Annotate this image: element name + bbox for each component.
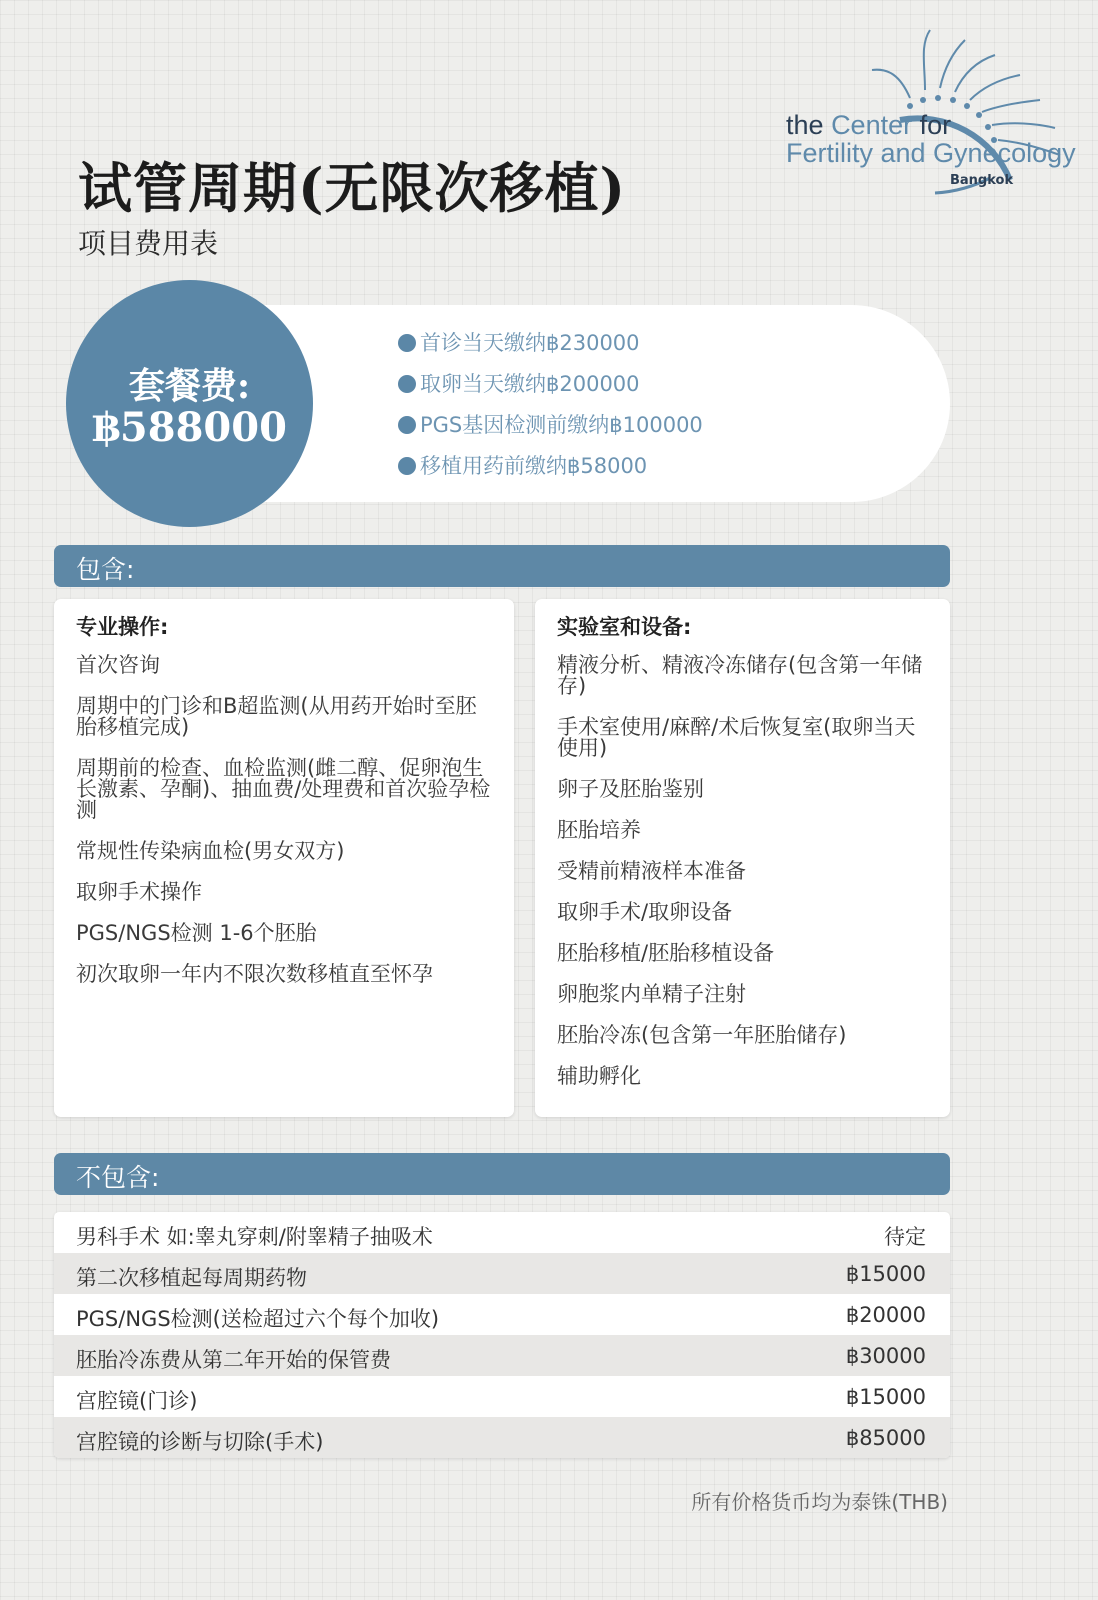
bullet-dot-icon [398, 334, 416, 352]
package-amount: ฿588000 [92, 404, 287, 451]
logo-line-3: Bangkok [950, 173, 1014, 188]
list-item: PGS/NGS检测 1-6个胚胎 [76, 921, 317, 945]
payment-item: 移植用药前缴纳฿58000 [398, 451, 703, 492]
page-title: 试管周期(无限次移植) [78, 156, 627, 220]
table-row [54, 1253, 950, 1294]
lab-heading: 实验室和设备: [557, 615, 692, 639]
fee-price: ฿15000 [845, 1262, 926, 1286]
list-item: 取卵手术操作 [76, 880, 202, 904]
payment-schedule-list [398, 328, 703, 492]
table-row [54, 1376, 950, 1417]
payment-item: 首诊当天缴纳฿230000 [398, 328, 703, 369]
fee-name: PGS/NGS检测(送检超过六个每个加收) [76, 1307, 440, 1331]
procedures-card [54, 599, 514, 1117]
page-subtitle: 项目费用表 [78, 227, 219, 260]
fee-name: 宫腔镜的诊断与切除(手术) [76, 1430, 324, 1454]
excluded-title: 不包含: [76, 1163, 160, 1192]
package-price-badge [66, 280, 313, 527]
list-item: 首次咨询 [76, 653, 160, 677]
fee-name: 男科手术 如:睾丸穿刺/附睾精子抽吸术 [76, 1225, 433, 1249]
logo-line-1: the Center for [786, 110, 952, 140]
table-row [54, 1417, 950, 1458]
lab-equipment-card [535, 599, 950, 1117]
list-item: 手术室使用/麻醉/术后恢复室(取卵当天使用) [557, 715, 916, 760]
fee-price: ฿20000 [845, 1303, 926, 1327]
list-item: 常规性传染病血检(男女双方) [76, 839, 345, 863]
bullet-dot-icon [398, 375, 416, 393]
list-item: 周期中的门诊和B超监测(从用药开始时至胚胎移植完成) [76, 694, 477, 739]
table-row [54, 1294, 950, 1335]
fee-price: ฿85000 [845, 1426, 926, 1450]
clinic-logo [760, 20, 1090, 210]
list-item: 受精前精液样本准备 [557, 859, 746, 883]
table-row [54, 1212, 950, 1253]
excluded-fees-table [54, 1212, 950, 1458]
list-item: 卵胞浆内单精子注射 [557, 982, 746, 1006]
procedures-list [76, 655, 496, 1005]
list-item: 卵子及胚胎鉴别 [557, 777, 704, 801]
package-label: 套餐费: [128, 365, 251, 407]
lab-list [557, 655, 927, 1107]
fee-price: ฿15000 [845, 1385, 926, 1409]
fee-name: 第二次移植起每周期药物 [76, 1266, 307, 1290]
list-item: 辅助孵化 [557, 1064, 641, 1088]
table-row [54, 1335, 950, 1376]
list-item: 胚胎移植/胚胎移植设备 [557, 941, 775, 965]
logo-line-2: Fertility and Gynecology [786, 138, 1076, 168]
fee-price: ฿30000 [845, 1344, 926, 1368]
fee-name: 胚胎冷冻费从第二年开始的保管费 [76, 1348, 391, 1372]
excluded-section-header [54, 1153, 950, 1195]
list-item: 初次取卵一年内不限次数移植直至怀孕 [76, 962, 433, 986]
list-item: 胚胎冷冻(包含第一年胚胎储存) [557, 1023, 847, 1047]
bullet-dot-icon [398, 416, 416, 434]
list-item: 周期前的检查、血检监测(雌二醇、促卵泡生长激素、孕酮)、抽血费/处理费和首次验孕检测 [76, 756, 491, 822]
list-item: 胚胎培养 [557, 818, 641, 842]
currency-footnote: 所有价格货币均为泰铢(THB) [691, 1490, 948, 1514]
list-item: 取卵手术/取卵设备 [557, 900, 733, 924]
procedures-heading: 专业操作: [76, 615, 169, 639]
bullet-dot-icon [398, 457, 416, 475]
fee-name: 宫腔镜(门诊) [76, 1389, 198, 1413]
payment-item: PGS基因检测前缴纳฿100000 [398, 410, 703, 451]
payment-item: 取卵当天缴纳฿200000 [398, 369, 703, 410]
fee-price: 待定 [884, 1225, 926, 1249]
list-item: 精液分析、精液冷冻储存(包含第一年储存) [557, 653, 923, 698]
included-title: 包含: [76, 555, 135, 584]
included-section-header [54, 545, 950, 587]
